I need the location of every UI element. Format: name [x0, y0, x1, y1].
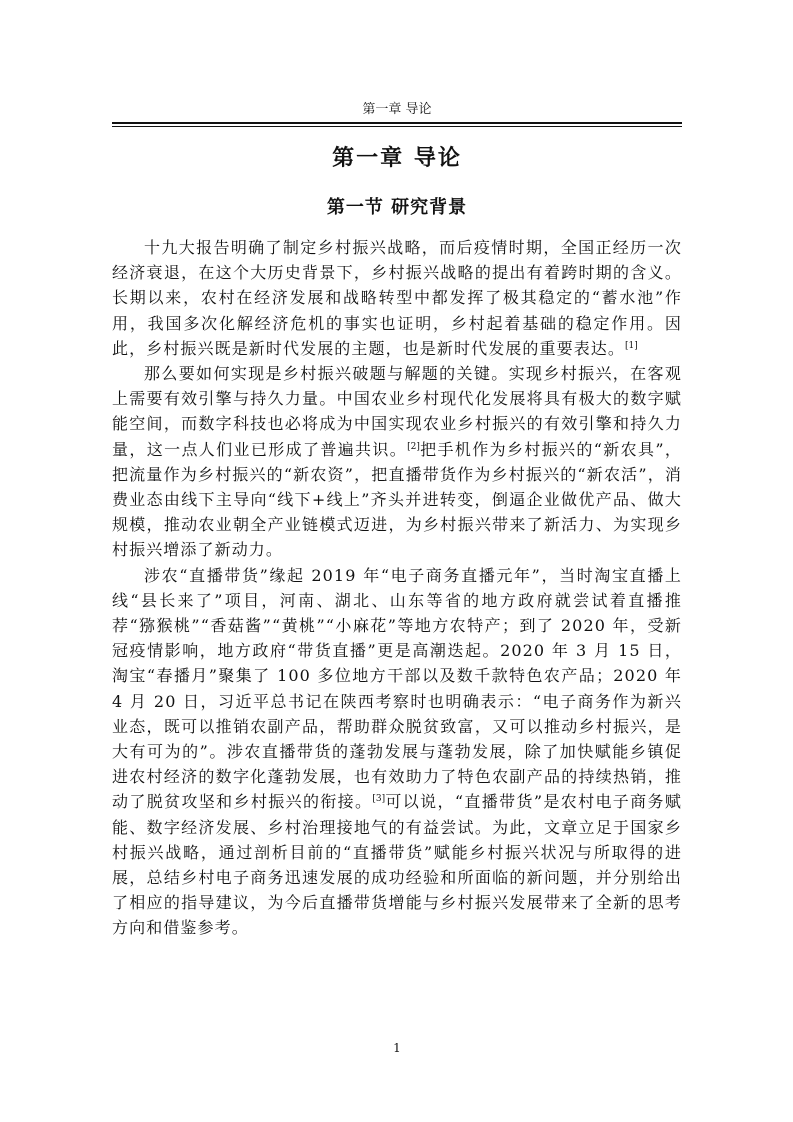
page-number: 1	[393, 1041, 401, 1055]
paragraph-2-text-a: 那么要如何实现是乡村振兴破题与解题的关键。实现乡村振兴，在客观上需要有效引擎与持久力量。中国农业乡村现代化发展将具有极大的数字赋能空间，而数字科技也必将成为中国实现农业乡村振兴的有效引擎和持久力量，这一点人们业已形成了普遍共识。	[112, 364, 682, 459]
paragraph-2	[112, 361, 682, 563]
header-rule-thin	[112, 126, 682, 127]
paragraph-3-text-b: 可以说，“直播带货”是农村电子商务赋能、数字经济发展、乡村治理接地气的有益尝试。为此，文章立足于国家乡村振兴战略，通过剖析目前的“直播带货”赋能乡村振兴状况与所取得的进展，总结乡村电子商务迅速发展的成功经验和所面临的新问题，并分别给出了相应的指导建议，为今后直播带货增能与乡村振兴发展带来了全新的思考方向和借鉴参考。	[112, 792, 682, 938]
paragraph-3	[112, 563, 682, 941]
citation-3: [3]	[372, 794, 386, 805]
body-text	[112, 235, 682, 941]
citation-2: [2]	[407, 441, 420, 452]
paragraph-3-text-a: 涉农“直播带货”缘起 2019 年“电子商务直播元年”，当时淘宝直播上线“县长来了”项目，河南、湖北、山东等省的地方政府就尝试着直播推荐“猕猴桃”“香菇酱”“黄桃”“小麻花”等地方农特产；到了 2020 年，受新冠疫情影响，地方政府“带货直播”更是高潮迭起。2020 年 3 月 15 日，淘宝“春播月”聚集了 100 多位地方干部以及数千款特色农产品；2020 年 4 月 20 日，习近平总书记在陕西考察时也明确表示：“电子商务作为新兴业态，既可以推销农副产品，帮助群众脱贫致富，又可以推动乡村振兴，是大有可为的”。涉农直播带货的蓬勃发展与蓬勃发展，除了加快赋能乡镇促进农村经济的数字化蓬勃发展，也有效助力了特色农副产品的持续热销，推动了脱贫攻坚和乡村振兴的衔接。	[112, 565, 682, 812]
section-title: 第一节 研究背景	[326, 197, 468, 218]
paragraph-1-text: 十九大报告明确了制定乡村振兴战略，而后疫情时期，全国正经历一次经济衰退，在这个大历史背景下，乡村振兴战略的提出有着跨时期的含义。长期以来，农村在经济发展和战略转型中都发挥了极其稳定的“蓄水池”作用，我国多次化解经济危机的事实也证明，乡村起着基础的稳定作用。因此，乡村振兴既是新时代发展的主题，也是新时代发展的重要表达。	[112, 238, 682, 358]
paragraph-1	[112, 235, 682, 361]
citation-1: [1]	[625, 340, 638, 351]
paragraph-2-text-b: 把手机作为乡村振兴的“新农具”，把流量作为乡村振兴的“新农资”，把直播带货作为乡村振兴的“新农活”，消费业态由线下主导向“线下+线上”齐头并进转变，倒逼企业做优产品、做大规模，推动农业朝全产业链模式迈进，为乡村振兴带来了新活力、为实现乡村振兴增添了新动力。	[112, 439, 682, 560]
chapter-title: 第一章 导论	[332, 146, 462, 171]
running-header: 第一章 导论	[362, 102, 432, 117]
header-rule-thick	[112, 122, 682, 124]
